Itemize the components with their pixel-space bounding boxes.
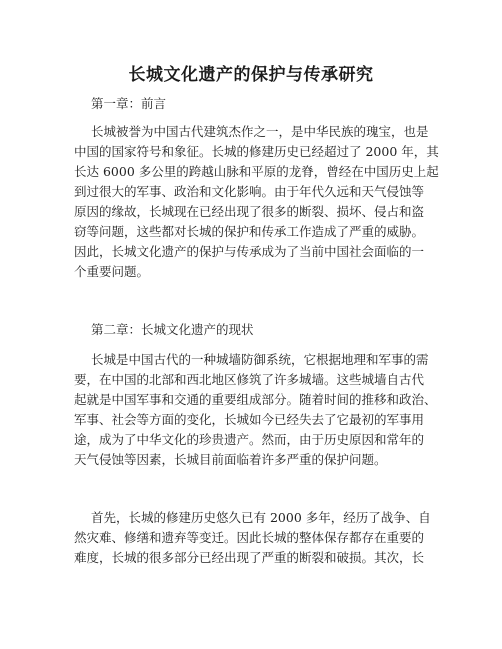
paragraph-line: 要，在中国的北部和西北地区修筑了许多城墙。这些城墙自古代 — [74, 372, 425, 387]
paragraph-line: 难度，长城的很多部分已经出现了严重的断裂和破损。其次，长 — [74, 550, 425, 565]
paragraph-line: 首先，长城的修建历史悠久已有 2000 多年，经历了战争、自 — [91, 510, 431, 525]
paragraph-line: 原因的缘故，长城现在已经出现了很多的断裂、损坏、侵占和盗 — [74, 204, 425, 219]
paragraph-line: 然灾难、修缮和遗弃等变迁。因此长城的整体保存都存在重要的 — [74, 530, 425, 545]
paragraph-line: 长达 6000 多公里的跨越山脉和平原的龙脊，曾经在中国历史上起 — [74, 164, 439, 179]
paragraph-line: 因此，长城文化遗产的保护与传承成为了当前中国社会面临的一 — [74, 244, 425, 259]
chapter-2-paragraph-2 — [74, 508, 434, 568]
paragraph-line: 窃等问题，这些都对长城的保护和传承工作造成了严重的威胁。 — [74, 224, 425, 239]
document-title: 长城文化遗产的保护与传承研究 — [128, 65, 374, 85]
chapter-2-paragraph-1 — [74, 350, 437, 470]
chapter-1-paragraph — [74, 122, 439, 282]
paragraph-line: 途，成为了中华文化的珍贵遗产。然而，由于历史原因和常年的 — [74, 432, 425, 447]
paragraph-line: 天气侵蚀等因素，长城目前面临着许多严重的保护问题。 — [74, 452, 387, 467]
paragraph-line: 到过很大的军事、政治和文化影响。由于年代久远和天气侵蚀等 — [74, 184, 425, 199]
paragraph-line: 起就是中国军事和交通的重要组成部分。随着时间的推移和政治、 — [74, 392, 437, 407]
paragraph-line: 个重要问题。 — [74, 264, 150, 279]
paragraph-line: 中国的国家符号和象征。长城的修建历史已经超过了 2000 年，其 — [74, 144, 439, 159]
paragraph-line: 长城是中国古代的一种城墙防御系统，它根据地理和军事的需 — [91, 352, 429, 367]
paragraph-line: 长城被誉为中国古代建筑杰作之一，是中华民族的瑰宝，也是 — [91, 124, 429, 139]
chapter-2-heading: 第二章：长城文化遗产的现状 — [91, 322, 254, 337]
chapter-1-heading: 第一章：前言 — [91, 96, 167, 111]
paragraph-line: 军事、社会等方面的变化，长城如今已经失去了它最初的军事用 — [74, 412, 425, 427]
